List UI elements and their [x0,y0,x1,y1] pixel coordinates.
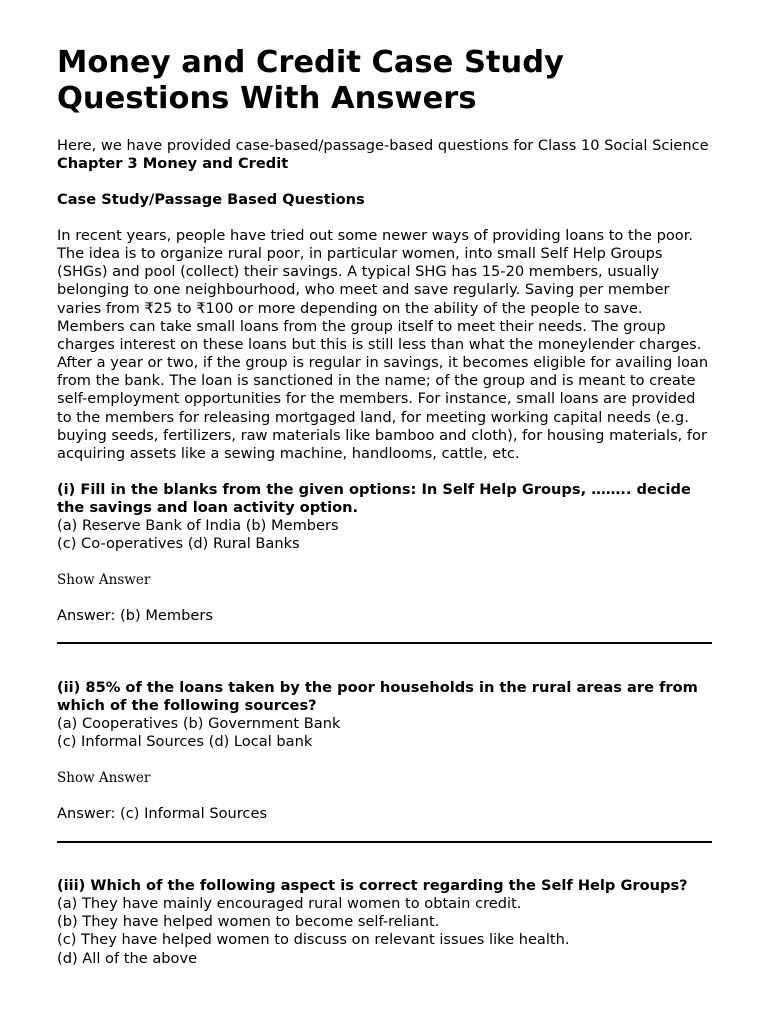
question-option: (c) Co-operatives (d) Rural Banks [57,535,300,553]
question-block-1 [57,481,712,554]
question-block-2 [57,679,712,752]
question-option: (a) Cooperatives (b) Government Bank [57,715,341,733]
question-option: (a) Reserve Bank of India (b) Members [57,517,339,535]
show-answer-toggle[interactable]: Show Answer [57,770,151,786]
question-text: (ii) 85% of the loans taken by the poor households in the rural areas are from which of the following sources? [57,679,698,715]
page-title: Money and Credit Case Study Questions With Answers [57,45,564,116]
case-passage: In recent years, people have tried out some newer ways of providing loans to the poor. The idea is to organize rural poor, in particular women, into small Self Help Groups (SHGs) and pool (collect) their savings. A typical SHG has 15-20 members, usually belonging to one neighbourhood, who meet and save regularly. Saving per member varies from ₹25 to ₹100 or more depending on the ability of the people to save. Members can take small loans from the group itself to meet their needs. The group charges interest on these loans but this is still less than what the moneylender charges. After a year or two, if the group is regular in savings, it becomes eligible for availing loan from the bank. The loan is sanctioned in the name; of the group and is meant to create self-employment opportunities for the members. For instance, small loans are provided to the members for releasing mortgaged land, for meeting working capital needs (e.g. buying seeds, fertilizers, raw materials like bamboo and cloth), for housing materials, for acquiring assets like a sewing machine, handlooms, cattle, etc. [57,227,709,462]
question-block-3 [57,877,712,968]
intro-text: Here, we have provided case-based/passage-based questions for Class 10 Social Science [57,137,709,154]
answer-text: Answer: (c) Informal Sources [57,805,268,822]
section-heading: Case Study/Passage Based Questions [57,191,365,208]
question-option: (c) Informal Sources (d) Local bank [57,733,313,751]
question-text: (i) Fill in the blanks from the given options: In Self Help Groups, …….. decide the savings and loan activity option. [57,481,691,517]
answer-text: Answer: (b) Members [57,607,213,624]
divider [57,642,712,644]
question-option: (d) All of the above [57,949,198,967]
question-option: (c) They have helped women to discuss on relevant issues like health. [57,931,570,949]
question-option: (b) They have helped women to become self-reliant. [57,913,440,931]
question-option: (a) They have mainly encouraged rural women to obtain credit. [57,895,522,913]
divider [57,841,712,843]
chapter-name: Chapter 3 Money and Credit [57,155,289,173]
intro-paragraph [57,137,712,173]
show-answer-toggle[interactable]: Show Answer [57,572,151,588]
question-text: (iii) Which of the following aspect is correct regarding the Self Help Groups? [57,877,688,894]
